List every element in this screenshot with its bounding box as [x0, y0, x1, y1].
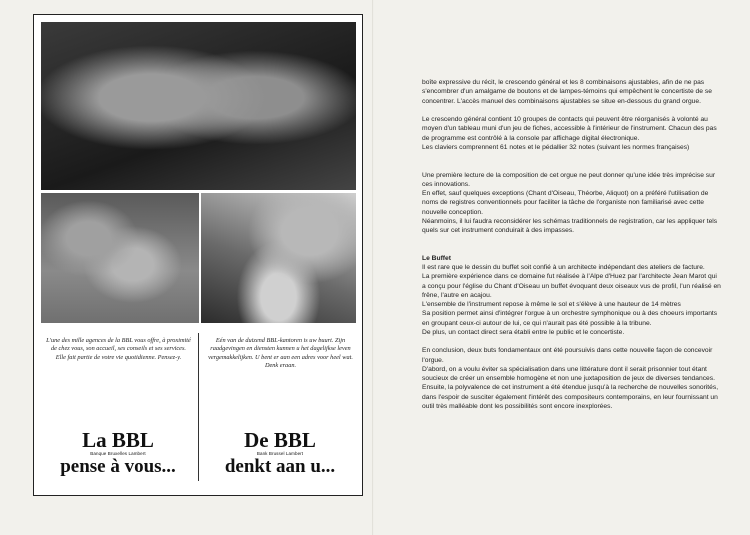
article-column [422, 78, 722, 411]
ad-quote-nl: Eén van de duizend BBL-kantoren is uw buurt. Zijn raadgevingen en diensten kunnen u het dagelijkse leven vergemakkelijken. U bent er aan een adres voor heel wat. Denk eraan. [208, 337, 353, 370]
paragraph: En effet, sauf quelques exceptions (Chant d'Oiseau, Théorbe, Aliquot) on a préféré l'utilisation de noms de registres conventionnels pour faciliter la tâche de l'organiste non familiarisé avec cette nouvelle conception. [422, 190, 709, 216]
photo-older-couple [41, 193, 199, 323]
bank-name-fr: Banque Bruxelles Lambert [90, 451, 146, 456]
paragraph: Le crescendo général contient 10 groupes de contacts qui peuvent être réorganisés à volonté au moyen d'un tableau muni d'un jeu de fiches, accessible à l'intérieur de l'instrument. Chacun des pas de programme est contrôlé à la console par affichage digital électronique. [422, 116, 717, 142]
slogan-nl: denkt aan u... [224, 456, 336, 477]
brand-de: De [244, 428, 269, 452]
brand-bbl-fr: BBL [111, 428, 154, 452]
bank-name-nl: Bank Brussel Lambert [256, 451, 304, 456]
paragraph: L'ensemble de l'instrument repose à même le sol et s'élève à une hauteur de 14 mètres [422, 301, 681, 308]
section-heading: Le Buffet [422, 254, 451, 262]
ad-divider [198, 333, 199, 481]
paragraph: De plus, un contact direct sera établi entre le public et le concertiste. [422, 328, 625, 336]
page-fold [372, 0, 374, 535]
paragraph: Les claviers comprennent 61 notes et le pédallier 32 notes (suivant les normes françaises) [422, 143, 690, 151]
bbl-logo-fr [42, 429, 194, 478]
photo-parents-baby [201, 193, 356, 323]
paragraph: Sa position permet ainsi d'intégrer l'orgue à un orchestre symphonique ou à des choeurs importants en groupant ceux-ci autour de lui, ce qui n'aurait pas été possible à la tribune. [422, 310, 718, 327]
bbl-logo-nl [204, 429, 356, 478]
paragraph: boîte expressive du récit, le crescendo général et les 8 combinaisons ajustables, afin de ne pas s'encombrer d'un amalgame de boutons et de lampes-témoins qui empêchent le concertiste de se concentrer. L'accès manuel des combinaisons ajustables se situe en-dessous du grand orgue. [422, 79, 712, 105]
paragraph: La première expérience dans ce domaine fut réalisée à l'Alpe d'Huez par l'architecte Jean Marot qui a conçu pour l'église du Chant d'Oiseau un buffet évoquant deux oiseaux vus de profil, l'un réalisé en frêne, l'autre en acajou. [422, 273, 721, 299]
bbl-advertisement [33, 14, 363, 496]
paragraph: D'abord, on a voulu éviter sa spécialisation dans une littérature dont il serait prisonnier tout étant soucieux de créer un ensemble homogène et non une juxtaposition de jeux de diverses tendances. Ensuite, la polyvalence de cet instrument a été étendue jusqu'à la recherche de nouvelles sonorités, dans l'espoir de susciter également l'intérêt des compositeurs contemporains, en leur fournissant un outil très malléable dont les possibilités sont encore inexplorées. [422, 365, 719, 410]
paragraph: Néanmoins, il lui faudra reconsidérer les schémas traditionnels de registration, car les appliquer tels quels sur cet instrument conduirait à des impasses. [422, 217, 718, 234]
paragraph: Il est rare que le dessin du buffet soit confié à un architecte indépendant des ateliers de facture. [422, 264, 705, 271]
brand-bbl-nl: BBL [273, 428, 316, 452]
photo-couple [41, 22, 356, 190]
paragraph: Une première lecture de la composition de cet orgue ne peut donner qu'une idée très imprécise sur ces innovations. [422, 171, 716, 188]
ad-quote-fr: L'une des mille agences de la BBL vous offre, à proximité de chez vous, son accueil, ses conseils et ses services. Elle fait partie de votre vie quotidienne. Pensez-y. [46, 337, 191, 361]
brand-la: La [82, 428, 107, 452]
paragraph: En conclusion, deux buts fondamentaux ont été poursuivis dans cette nouvelle façon de concevoir l'orgue. [422, 347, 713, 364]
slogan-fr: pense à vous... [60, 456, 176, 477]
